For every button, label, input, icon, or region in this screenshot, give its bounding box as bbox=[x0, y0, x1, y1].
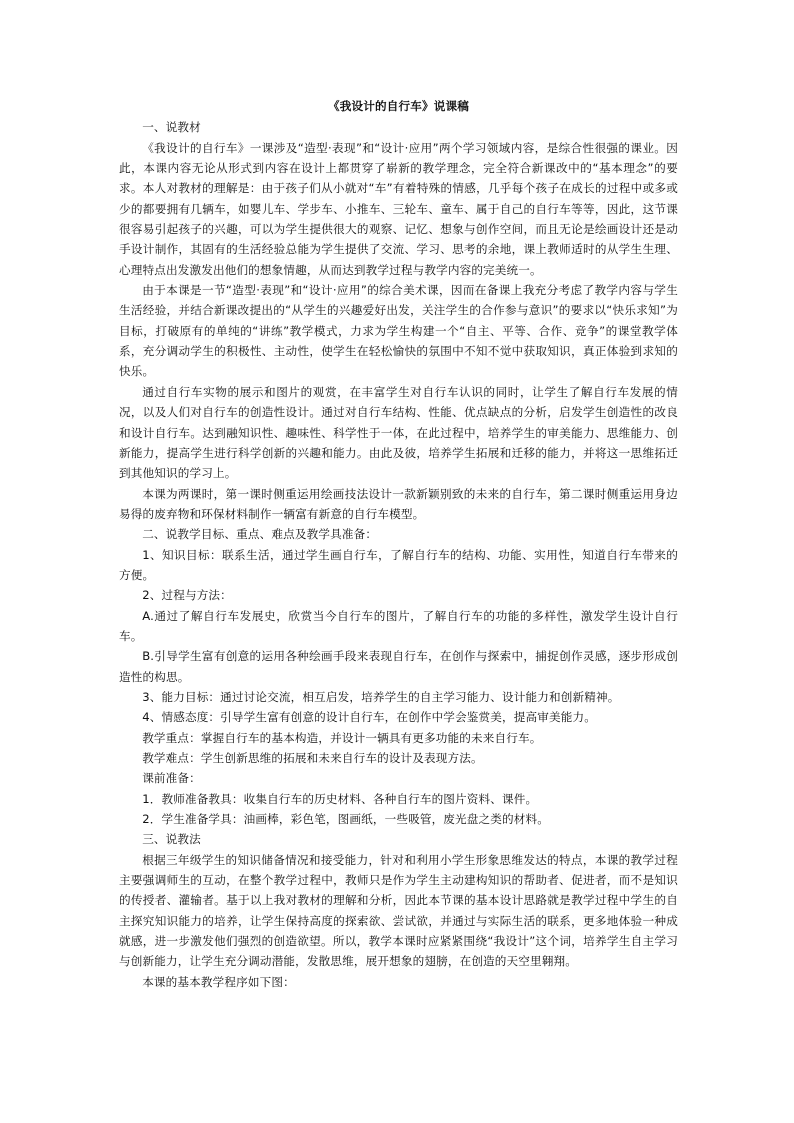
document-body bbox=[119, 96, 678, 992]
section-heading-goals: 二、说教学目标、重点、难点及教学具准备： bbox=[142, 527, 378, 542]
paragraph-two-periods: 本课为两课时，第一课时侧重运用绘画技法设计一款新颖别致的未来的自行车，第二课时侧重运用身边易得的废弃物和环保材料制作一辆富有新意的自行车模型。 bbox=[119, 486, 678, 521]
goal-process-method: 2、过程与方法： bbox=[142, 588, 232, 603]
goal-attitude: 4、情感态度：引导学生富有创意的设计自行车，在创作中学会鉴赏美，提高审美能力。 bbox=[142, 710, 596, 725]
teaching-difficulty: 教学难点：学生创新思维的拓展和未来自行车的设计及表现方法。 bbox=[142, 751, 483, 765]
paragraph-lesson-design: 由于本课是一节“造型·表现”和“设计·应用”的综合美术课，因而在备课上我充分考虑了教学内容与学生生活经验，并结合新课改提出的“从学生的兴趣爱好出发，关注学生的合作参与意识”的要求以“快乐求知”为目标，打破原有的单纯的“讲练”教学模式，力求为学生构建一个“自主、平等、合作、竞争”的课堂教学体系，充分调动学生的积极性、主动性，使学生在轻松愉快的氛围中不知不觉中获取知识，真正体验到求知的快乐。 bbox=[119, 283, 678, 379]
preparation-heading: 课前准备： bbox=[142, 771, 201, 786]
paragraph-textbook-overview: 《我设计的自行车》一课涉及“造型·表现”和“设计·应用”两个学习领域内容，是综合性很强的课业。因此，本课内容无论从形式到内容在设计上都贯穿了崭新的教学理念，完全符合新课改中的“基本理念”的要求。本人对教材的理解是：由于孩子们从小就对“车”有着特殊的情感，几乎每个孩子在成长的过程中或多或少的都要拥有几辆车，如婴儿车、学步车、小推车、三轮车、童车、属于自己的自行车等等，因此，这节课很容易引起孩子的兴趣，可以为学生提供很大的观察、记忆、想象与创作空间，而且无论是绘画设计还是动手设计制作，其固有的生活经验总能为学生提供了交流、学习、思考的余地，课上教师适时的从学生生理、心理特点出发激发出他们的想象情趣，从而达到教学过程与教学内容的完美统一。 bbox=[119, 140, 678, 277]
preparation-student: 2．学生准备学具：油画棒，彩色笔，图画纸，一些吸管，废光盘之类的材料。 bbox=[142, 812, 550, 827]
goal-knowledge: 1、知识目标：联系生活，通过学生画自行车，了解自行车的结构、功能、实用性，知道自行车带来的方便。 bbox=[119, 547, 678, 582]
preparation-teacher: 1．教师准备教具：收集自行车的历史材料、各种自行车的图片资料、课件。 bbox=[142, 791, 538, 806]
teaching-key-point: 教学重点：掌握自行车的基本构造，并设计一辆具有更多功能的未来自行车。 bbox=[142, 730, 542, 745]
goal-process-a: A.通过了解自行车发展史，欣赏当今自行车的图片，了解自行车的功能的多样性，激发学生设计自行车。 bbox=[119, 608, 678, 643]
paragraph-procedure-intro: 本课的基本教学程序如下图： bbox=[142, 974, 295, 989]
paragraph-bicycle-display: 通过自行车实物的展示和图片的观赏，在丰富学生对自行车认识的同时，让学生了解自行车发展的情况，以及人们对自行车的创造性设计。通过对自行车结构、性能、优点缺点的分析，启发学生创造性的改良和设计自行车。达到融知识性、趣味性、科学性于一体，在此过程中，培养学生的审美能力、思维能力、创新能力，提高学生进行科学创新的兴趣和能力。由此及彼，培养学生拓展和迁移的能力，并将这一思维拓迁到其他知识的学习上。 bbox=[119, 384, 678, 481]
paragraph-teaching-method: 根据三年级学生的知识储备情况和接受能力，针对和利用小学生形象思维发达的特点，本课的教学过程主要强调师生的互动，在整个教学过程中，教师只是作为学生主动建构知识的帮助者、促进者，而不是知识的传授者、灌输者。基于以上我对教材的理解和分析，因此本节课的基本设计思路就是教学过程中学生的自主探究知识能力的培养，让学生保持高度的探索欲、尝试欲，并通过与实际生活的联系，更多地体验一种成就感，进一步激发他们强烈的创造欲望。所以，教学本课时应紧紧围绕“我设计”这个词，培养学生自主学习与创新能力，让学生充分调动潜能，发散思维，展开想象的翅膀，在创造的天空里翱翔。 bbox=[119, 852, 678, 969]
section-heading-textbook: 一、说教材 bbox=[142, 120, 201, 135]
document-title: 《我设计的自行车》说课稿 bbox=[328, 99, 469, 113]
goal-ability: 3、能力目标：通过讨论交流，相互启发，培养学生的自主学习能力、设计能力和创新精神。 bbox=[142, 689, 620, 704]
section-heading-method: 三、说教法 bbox=[142, 832, 201, 847]
goal-process-b: B.引导学生富有创意的运用各种绘画手段来表现自行车，在创作与探索中，捕捉创作灵感，逐步形成创造性的构思。 bbox=[119, 649, 678, 684]
